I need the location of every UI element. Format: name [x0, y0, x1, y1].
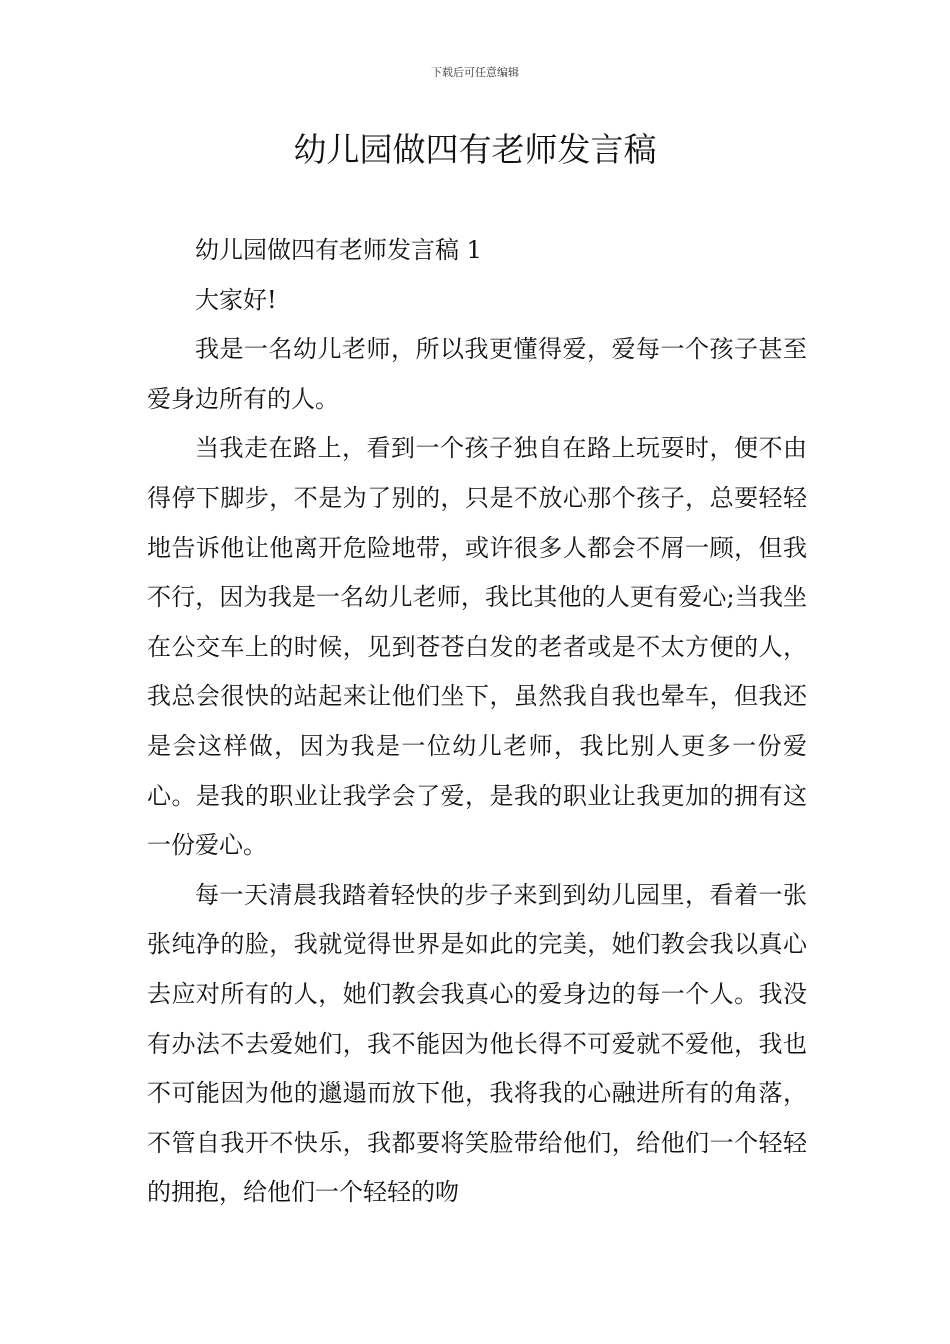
document-title: 幼儿园做四有老师发言稿	[293, 130, 657, 169]
paragraph-3: 每一天清晨我踏着轻快的步子来到到幼儿园里，看着一张张纯净的脸，我就觉得世界是如此的完美，她们教会我以真心去应对所有的人，她们教会我真心的爱身边的每一个人。我没有办法不去爱她们，我不能因为他长得不可爱就不爱他，我也不可能因为他的邋遢而放下他，我将我的心融进所有的角落，不管自我开不快乐，我都要将笑脸带给他们，给他们一个轻轻的拥抱，给他们一个轻轻的吻	[147, 880, 807, 1207]
document-body	[147, 226, 807, 1218]
greeting: 大家好!	[195, 285, 277, 314]
paragraph-1: 我是一名幼儿老师，所以我更懂得爱，爱每一个孩子甚至爱身边所有的人。	[147, 335, 807, 413]
paragraph-2: 当我走在路上，看到一个孩子独自在路上玩耍时，便不由得停下脚步，不是为了别的，只是不放心那个孩子，总要轻轻地告诉他让他离开危险地带，或许很多人都会不屑一顾，但我不行，因为我是一名幼儿老师，我比其他的人更有爱心;当我坐在公交车上的时候，见到苍苍白发的老者或是不太方便的人，我总会很快的站起来让他们坐下，虽然我自我也晕车，但我还是会这样做，因为我是一位幼儿老师，我比别人更多一份爱心。是我的职业让我学会了爱，是我的职业让我更加的拥有这一份爱心。	[147, 434, 807, 860]
header-note: 下载后可任意编辑	[431, 66, 519, 79]
section-heading: 幼儿园做四有老师发言稿 1	[195, 236, 482, 264]
